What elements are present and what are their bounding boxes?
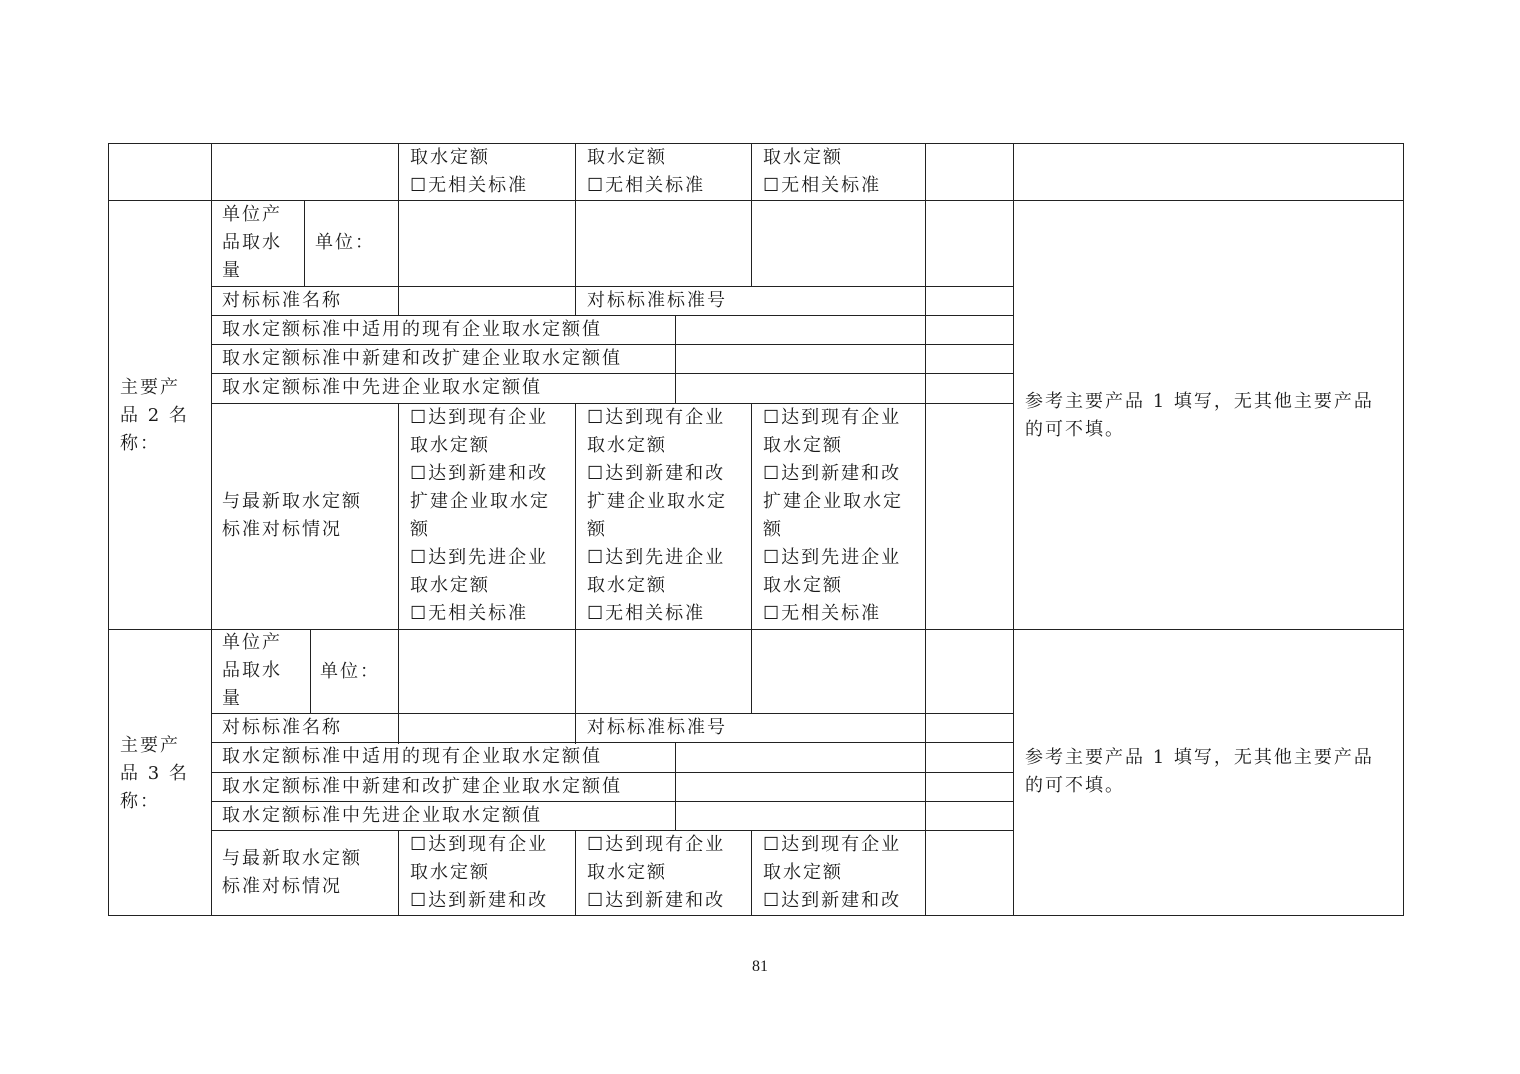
product2-options-col3: ☐达到现有企业 取水定额 ☐达到新建和改 扩建企业取水定 额 ☐达到先进企业 取水定额 ☐无相关标准 [763,407,903,624]
product3-advanced-quota-label: 取水定额标准中先进企业取水定额值 [222,805,542,826]
product3-note: 参考主要产品 1 填写，无其他主要产品 的可不填。 [1025,747,1374,796]
product3-new-quota-label: 取水定额标准中新建和改扩建企业取水定额值 [222,776,622,797]
product2-new-quota-label: 取水定额标准中新建和改扩建企业取水定额值 [222,348,622,369]
product2-unit-label: 单位： [315,232,375,253]
column-divider [398,403,399,744]
product2-options-col1: ☐达到现有企业 取水定额 ☐达到新建和改 扩建企业取水定 额 ☐达到先进企业 取水定额 ☐无相关标准 [410,407,550,624]
column-divider [211,143,212,916]
product2-compare-label: 与最新取水定额 标准对标情况 [222,491,362,540]
product2-name-label: 主要产 品 2 名 称： [120,377,189,454]
column-divider [398,143,399,315]
column-divider [398,830,399,916]
product3-benchmark-name-label: 对标标准名称 [222,717,342,738]
product3-options-col1: ☐达到现有企业 取水定额 ☐达到新建和改 [410,834,549,911]
product2-existing-quota-label: 取水定额标准中适用的现有企业取水定额值 [222,319,602,340]
product3-existing-quota-label: 取水定额标准中适用的现有企业取水定额值 [222,746,602,767]
row-divider [108,200,1404,201]
product3-options-col2: ☐达到现有企业 取水定额 ☐达到新建和改 [587,834,726,911]
product3-unit-label: 单位： [320,661,380,682]
column-divider [751,403,752,713]
column-divider [675,742,676,830]
column-divider [751,830,752,916]
column-divider [310,629,311,713]
top-row-col3: 取水定额 ☐无相关标准 [763,147,882,196]
product2-benchmark-name-label: 对标标准名称 [222,290,342,311]
column-divider [575,143,576,315]
product2-note: 参考主要产品 1 填写，无其他主要产品 的可不填。 [1025,391,1374,440]
column-divider [925,143,926,916]
product3-compare-label: 与最新取水定额 标准对标情况 [222,848,362,897]
row-divider [108,629,1404,630]
product3-unit-water-label: 单位产 品取水 量 [222,632,282,709]
product2-options-col2: ☐达到现有企业 取水定额 ☐达到新建和改 扩建企业取水定 额 ☐达到先进企业 取水定额 ☐无相关标准 [587,407,727,624]
column-divider [575,830,576,916]
column-divider [575,403,576,744]
column-divider [751,143,752,286]
top-row-col2: 取水定额 ☐无相关标准 [587,147,706,196]
top-row-col1: 取水定额 ☐无相关标准 [410,147,529,196]
product2-benchmark-no-label: 对标标准标准号 [587,290,727,311]
product3-name-label: 主要产 品 3 名 称： [120,735,189,812]
product3-benchmark-no-label: 对标标准标准号 [587,717,727,738]
column-divider [675,315,676,403]
product2-advanced-quota-label: 取水定额标准中先进企业取水定额值 [222,377,542,398]
page-number: 81 [752,958,768,975]
column-divider [304,200,305,286]
product3-options-col3: ☐达到现有企业 取水定额 ☐达到新建和改 [763,834,902,911]
column-divider [1013,143,1014,916]
product2-unit-water-label: 单位产 品取水 量 [222,204,282,281]
